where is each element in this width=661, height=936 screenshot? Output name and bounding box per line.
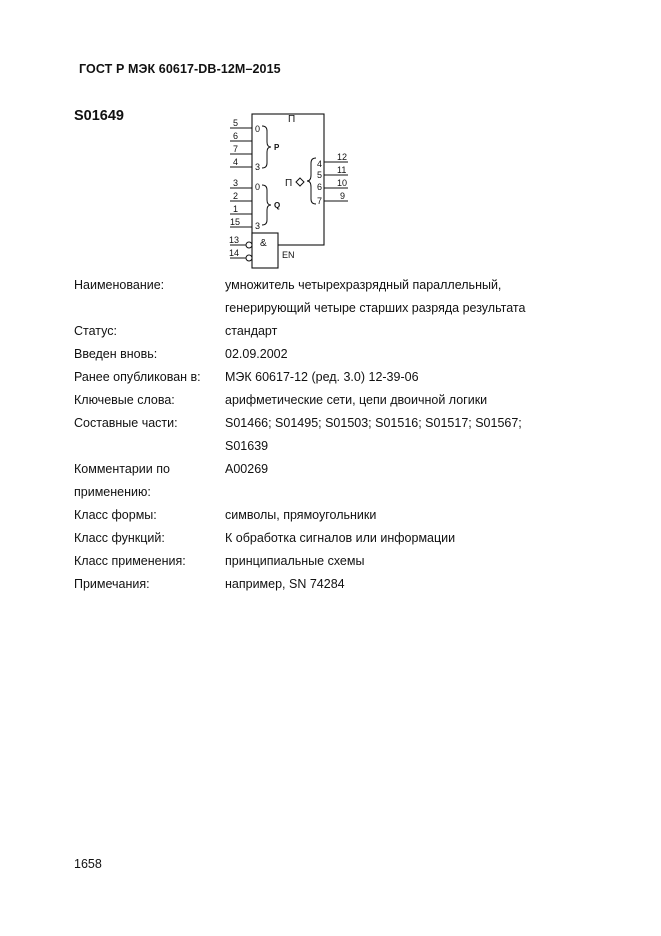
attribute-value — [225, 343, 594, 366]
pin-label: 9 — [340, 191, 346, 201]
attribute-value — [225, 274, 594, 320]
pin-label: 10 — [337, 178, 348, 188]
attribute-key: Статус: — [74, 324, 117, 338]
attribute-row — [74, 366, 594, 389]
pin-label: 5 — [233, 118, 239, 128]
attribute-row — [74, 504, 594, 527]
pin-label: 4 — [233, 157, 239, 167]
pin-label: 1 — [233, 204, 239, 214]
attribute-value — [225, 389, 594, 412]
attribute-key: Ключевые слова: — [74, 393, 175, 407]
bit-label: 3 — [255, 162, 261, 172]
attribute-row — [74, 412, 594, 458]
q-group-brace — [262, 185, 271, 225]
attribute-value-line: 02.09.2002 — [225, 347, 288, 361]
attribute-row — [74, 320, 594, 343]
pin-label: 13 — [229, 235, 240, 245]
multiplier-symbol-figure — [222, 112, 362, 272]
attribute-value-line: например, SN 74284 — [225, 577, 345, 591]
pin-label: 12 — [337, 152, 348, 162]
bit-label: 4 — [317, 159, 323, 169]
attribute-value — [225, 366, 594, 389]
attribute-value-line: S01466; S01495; S01503; S01516; S01517; S01567; — [225, 416, 522, 430]
symbol-title: Π — [288, 114, 296, 125]
attribute-row — [74, 550, 594, 573]
attribute-value — [225, 527, 594, 550]
bit-label: 6 — [317, 182, 323, 192]
enable-label: EN — [282, 250, 295, 260]
attribute-value-line: символы, прямоугольники — [225, 508, 377, 522]
bit-label: 5 — [317, 170, 323, 180]
attribute-table — [74, 274, 594, 596]
attribute-key: Введен вновь: — [74, 347, 158, 361]
attribute-row — [74, 573, 594, 596]
pin-label: 15 — [230, 217, 241, 227]
attribute-key: Комментарии по применению: — [74, 462, 170, 499]
negation-circle-icon — [246, 242, 252, 248]
attribute-row — [74, 389, 594, 412]
standard-header: ГОСТ Р МЭК 60617-DB-12M–2015 — [79, 62, 281, 76]
attribute-row — [74, 458, 594, 504]
bit-label: 3 — [255, 221, 261, 231]
output-function-label: Π — [285, 178, 293, 189]
attribute-value — [225, 550, 594, 573]
attribute-value-line: МЭК 60617-12 (ред. 3.0) 12-39-06 — [225, 370, 419, 384]
output-diamond-icon — [296, 178, 304, 186]
attribute-value-line: S01639 — [225, 439, 269, 453]
attribute-value-line: принципиальные схемы — [225, 554, 365, 568]
bit-label: 7 — [317, 196, 323, 206]
pin-label: 6 — [233, 131, 239, 141]
attribute-value-line: умножитель четырехразрядный параллельный, — [225, 278, 502, 292]
attribute-value-line: арифметические сети, цепи двоичной логики — [225, 393, 488, 407]
p-group-brace — [262, 126, 271, 168]
attribute-value — [225, 412, 594, 458]
attribute-key: Класс применения: — [74, 554, 186, 568]
page-number: 1658 — [74, 857, 102, 871]
attribute-row — [74, 343, 594, 366]
attribute-key: Составные части: — [74, 416, 178, 430]
p-group-label: P — [274, 143, 280, 152]
attribute-key: Класс функций: — [74, 531, 165, 545]
symbol-id: S01649 — [74, 108, 124, 124]
negation-circle-icon — [246, 255, 252, 261]
bit-label: 0 — [255, 124, 261, 134]
attribute-value — [225, 320, 594, 343]
attribute-key: Ранее опубликован в: — [74, 370, 201, 384]
attribute-value — [225, 458, 594, 504]
attribute-value-line: К обработка сигналов или информации — [225, 531, 456, 545]
attribute-value-line: генерирующий четыре старших разряда результата — [225, 301, 526, 315]
pin-label: 3 — [233, 178, 239, 188]
attribute-value — [225, 504, 594, 527]
and-label: & — [260, 238, 267, 249]
attribute-key: Наименование: — [74, 278, 165, 292]
pin-label: 14 — [229, 248, 240, 258]
bit-label: 0 — [255, 182, 261, 192]
attribute-key: Класс формы: — [74, 508, 157, 522]
attribute-value-line: стандарт — [225, 324, 278, 338]
attribute-key: Примечания: — [74, 577, 150, 591]
attribute-row — [74, 527, 594, 550]
attribute-value — [225, 573, 594, 596]
pin-label: 11 — [337, 165, 347, 175]
pin-label: 2 — [233, 191, 239, 201]
pin-label: 7 — [233, 144, 239, 154]
attribute-value-line: A00269 — [225, 462, 269, 476]
q-group-label: Q — [274, 201, 281, 210]
attribute-row — [74, 274, 594, 320]
output-group-brace — [307, 158, 316, 204]
